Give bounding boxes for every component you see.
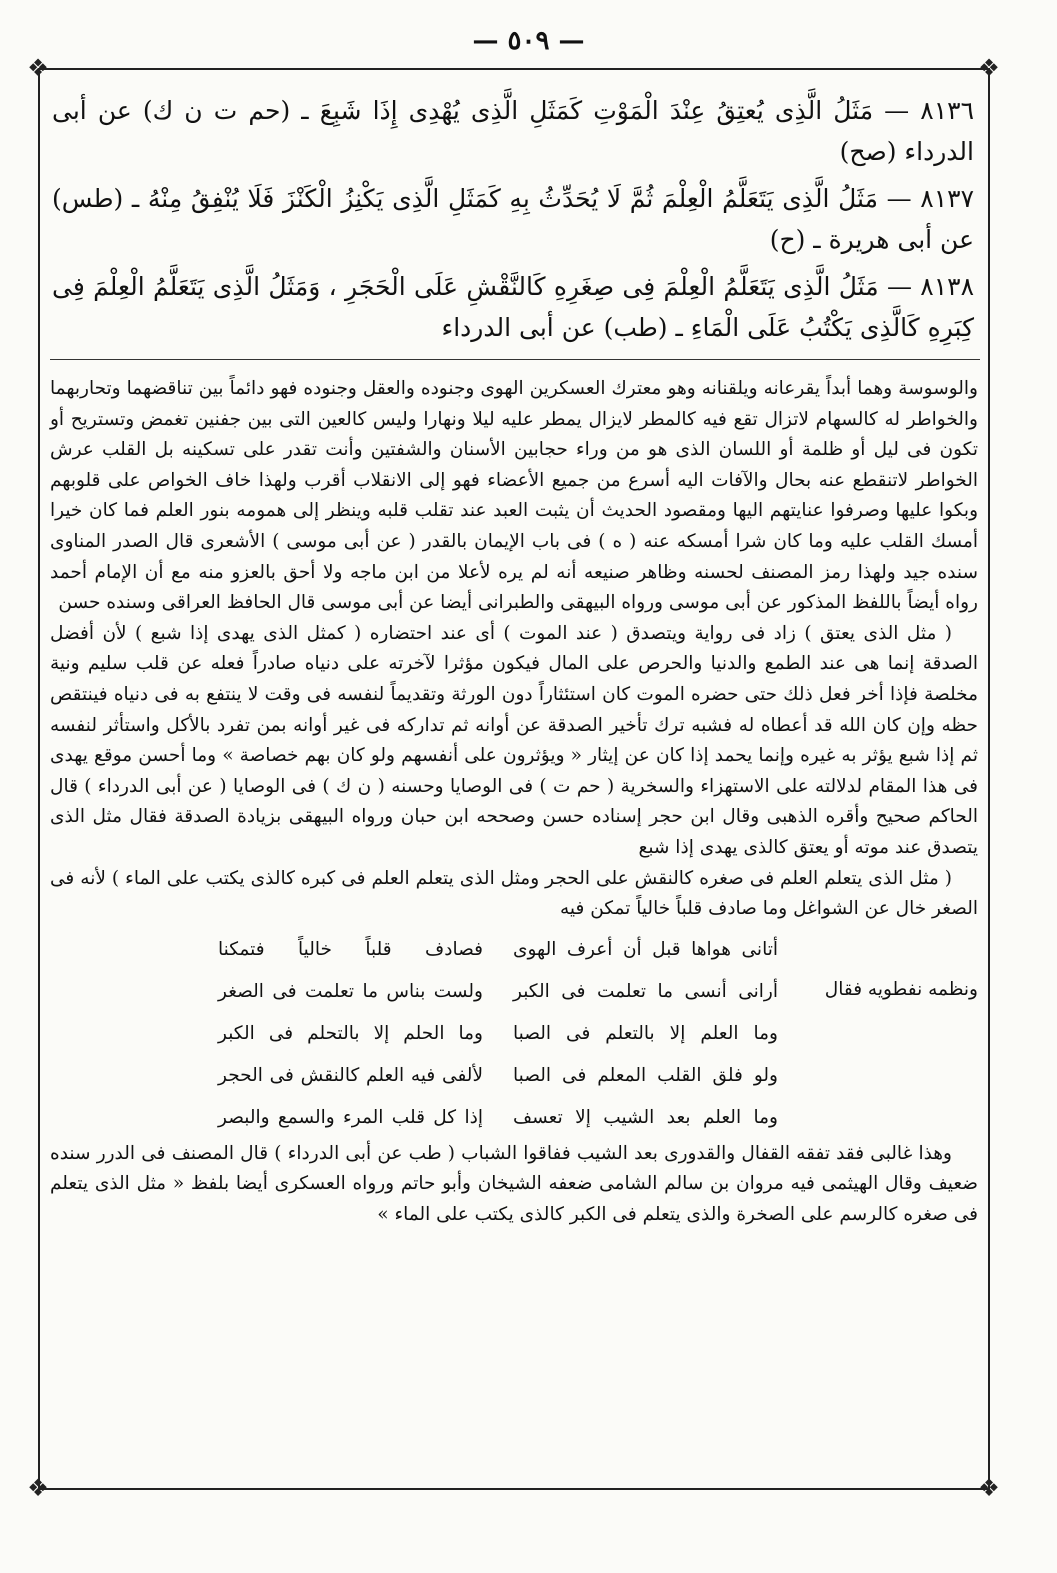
poem-intro: ونظمه نفطويه فقال [824,978,978,1000]
page-number: — ٥٠٩ — [472,26,585,56]
commentary-section [50,374,978,1230]
poem [218,929,778,1139]
verse-second-hemistich: فصادف قلباً خالياً فتمكنا [218,938,483,960]
corner-ornament-icon: ❖ [978,54,1000,82]
verse-second-hemistich: لألفى فيه العلم كالنقش فى الحجر [218,1064,483,1086]
corner-ornament-icon: ❖ [27,1474,49,1502]
verse-second-hemistich: ولست بناس ما تعلمت فى الصغر [218,980,483,1002]
hadith-8137: ٨١٣٧ — مَثَلُ الَّذِى يَتَعَلَّمُ الْعِلْمَ ثُمَّ لَا يُحَدِّثُ بِهِ كَمَثَلِ الَّذِى يَكْنِزُ الْكَنْزَ فَلَا يُنْفِقُ مِنْهُ ـ (طس) عن أبى هريرة ـ (ح) [52,184,974,254]
section-divider [50,359,980,360]
commentary-paragraph: وهذا غالبى فقد تفقه القفال والقدورى بعد الشيب ففاقوا الشباب ( طب عن أبى الدرداء ) قال المصنف فى الدرر سنده ضعيف وقال الهيثمى فيه مروان بن سالم الشامى ضعفه الشيخان وأبو حاتم ورواه العسكرى أيضا بلفظ « مثل الذى يتعلم فى صغره كالرسم على الصخرة والذى يتعلم فى الكبر كالذى يكتب على الماء » [50,1142,978,1225]
verse-first-hemistich: ولو فلق القلب المعلم فى الصبا [513,1064,778,1086]
poem-verse [218,971,778,1013]
poem-block [50,925,978,1139]
commentary-paragraph: ( مثل الذى يتعلم العلم فى صغره كالنقش على الحجر ومثل الذى يتعلم العلم فى كبره كالذى يكتب على الماء ) لأنه فى الصغر خال عن الشواغل وما صادف قلباً خالياً تمكن فيه [50,867,978,920]
corner-ornament-icon: ❖ [27,54,49,82]
poem-verse [218,1097,778,1139]
commentary-paragraph: ( مثل الذى يعتق ) زاد فى رواية ويتصدق ( عند الموت ) أى عند احتضاره ( كمثل الذى يهدى إذا شبع ) لأن أفضل الصدقة إنما هى عند الطمع والدنيا والحرص على المال فيكون مؤثرا لآخرته على دنياه صادراً فعله عن قلب سليم ونية مخلصة فإذا أخر فعل ذلك حتى حضره الموت كان استئثاراً دون الورثة وتقديماً لنفسه فى وقت لا ينتفع به فى دنياه فينتقص حظه وإن كان الله قد أعطاه له فشبه ترك تأخير الصدقة عن أوانه ثم تداركه فى غير أوانه بمن تفرد بالأكل واستأثر لنفسه ثم إذا شبع يؤثر به غيره وإنما يحمد إذا كان عن إيثار « ويؤثرون على أنفسهم ولو كان بهم خصاصة » وما أحسن موقع يهدى فى هذا المقام لدلالته على الاستهزاء والسخرية ( حم ت ) فى الوصايا وحسنه ( ن ك ) فى الوصايا ( عن أبى الدرداء ) قال الحاكم صحيح وأقره الذهبى وقال ابن حجر إسناده حسن وصححه ابن حبان ورواه البيهقى بزيادة الصدقة فقال مثل الذى يتصدق عند موته أو يعتق كالذى يهدى إذا شبع [50,622,979,858]
commentary-paragraph: والوسوسة وهما أبداً يقرعانه ويلقنانه وهو معترك العسكرين الهوى وجنوده والعقل وجنوده فهو دائماً بين تناقضهما وتحاربهما والخواطر له كالسهام لاتزال تقع فيه كالمطر لايزال يمطر عليه ليلا ونهارا وليس كالعين التى بين جفنين تغمض وتستريح أو تكون فى ليل أو ظلمة أو اللسان الذى هو من وراء حجابين الأسنان والشفتين وأنت تقدر على تسكينه بل القلب عرش الخواطر لاتنقطع عنه بحال والآفات اليه أسرع من جميع الأعضاء فهو إلى الانقلاب أقرب ولهذا خاف الخواص على قلوبهم وبكوا عليها وصرفوا عنايتهم اليها ومقصود الحديث أن يثبت العبد عند تقلب قلبه وينظر إلى همومه بنور العلم فما كان خيرا أمسك القلب عليه وما كان شرا أمسكه عنه ( ه ) فى باب الإيمان بالقدر ( عن أبى موسى ) الأشعرى قال الصدر المناوى سنده جيد ولهذا رمز المصنف لحسنه وظاهر صنيعه أنه لم يره لأعلا من ابن ماجه ولا أحق بالعزو منه مع أن الإمام أحمد رواه أيضاً باللفظ المذكور عن أبى موسى ورواه البيهقى والطبرانى أيضا عن أبى موسى قال الحافظ العراقى وسنده حسن [50,378,978,614]
verse-first-hemistich: أتانى هواها قبل أن أعرف الهوى [513,938,778,960]
corner-ornament-icon: ❖ [978,1474,1000,1502]
verse-second-hemistich: إذا كل قلب المرء والسمع والبصر [218,1106,483,1128]
hadith-8136: ٨١٣٦ — مَثَلُ الَّذِى يُعتِقُ عِنْدَ الْمَوْتِ كَمَثَلِ الَّذِى يُهْدِى إِذَا شَبِعَ ـ (حم ت ن ك) عن أبى الدرداء (صح) [52,96,974,166]
hadith-section [52,90,974,354]
poem-verse [218,929,778,971]
verse-first-hemistich: أرانى أنسى ما تعلمت فى الكبر [513,980,778,1002]
hadith-8138: ٨١٣٨ — مَثَلُ الَّذِى يَتَعَلَّمُ الْعِلْمَ فِى صِغَرِهِ كَالنَّقْشِ عَلَى الْحَجَرِ ، وَمَثَلُ الَّذِى يَتَعَلَّمُ الْعِلْمَ فِى كِبَرِهِ كَالَّذِى يَكْتُبُ عَلَى الْمَاءِ ـ (طب) عن أبى الدرداء [52,272,974,342]
verse-second-hemistich: وما الحلم إلا بالتحلم فى الكبر [218,1022,483,1044]
verse-first-hemistich: وما العلم إلا بالتعلم فى الصبا [513,1022,778,1044]
poem-verse [218,1055,778,1097]
poem-verse [218,1013,778,1055]
verse-first-hemistich: وما العلم بعد الشيب إلا تعسف [513,1106,778,1128]
